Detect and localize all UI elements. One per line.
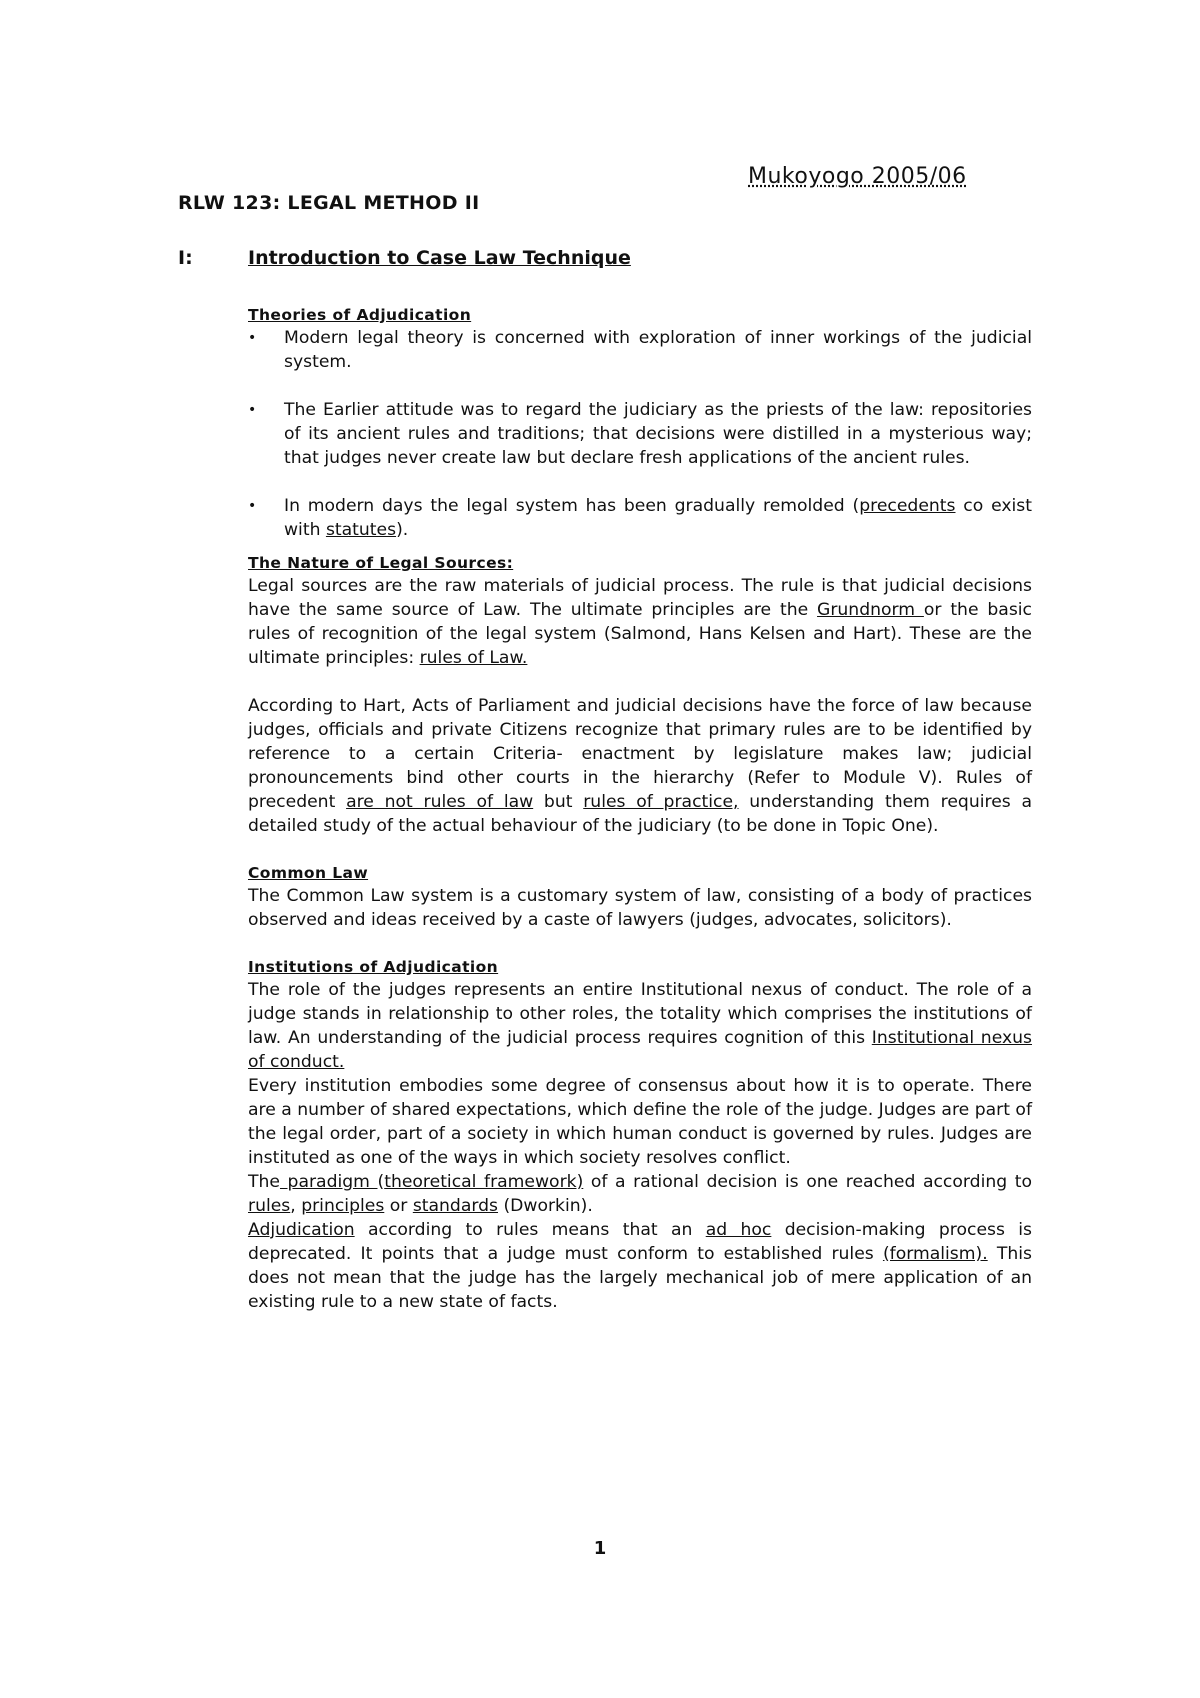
paragraph [248, 978, 1032, 1074]
underlined-term: theoretical framework) [384, 1172, 584, 1192]
text-run: of a rational decision is one reached according to [583, 1172, 1032, 1192]
text-run: ( [377, 1172, 385, 1192]
course-title: RLW 123: LEGAL METHOD II [178, 192, 480, 214]
underlined-term: rules of practice, [583, 792, 739, 812]
underlined-term: Adjudication [248, 1220, 355, 1240]
spacer [248, 932, 1032, 956]
spacer [248, 670, 1032, 694]
document-body [248, 304, 1032, 1314]
paragraph [248, 574, 1032, 670]
text-run: according to rules means that an [354, 1220, 706, 1240]
text-run: According to Hart, Acts of Parliament and judicial decisions have the force of law because judges, officials and private Citizens recognize that primary rules are to be identified by reference to a certain Criteria- enactment by legislature makes law; judicial pronouncements bind other courts in the hierarchy (Refer to Module V). Rules of precedent [248, 696, 1032, 812]
underlined-term: statutes [325, 520, 397, 540]
underlined-term: standards [412, 1196, 499, 1216]
bullet-icon: • [248, 498, 257, 514]
underlined-term: rules of Law. [419, 648, 528, 668]
section-heading [178, 247, 631, 269]
paragraph: Every institution embodies some degree of consensus about how it is to operate. There are a number of shared expectations, which define the role of the judge. Judges are part of the legal order, part of a society in which human conduct is governed by rules. Judges are instituted as one of the ways in which society resolves conflict. [248, 1076, 1032, 1168]
spacer [248, 838, 1032, 862]
text-run: The [248, 1172, 280, 1192]
text-run: understanding them requires a detailed study of the actual behaviour of the judiciary (to be done in Topic One). [248, 792, 1033, 836]
underlined-term: (formalism). [882, 1244, 988, 1264]
bullet-text: The Earlier attitude was to regard the judiciary as the priests of the law: repositories of its ancient rules and traditions; that decisions were distilled in a mysterious way; that judges never create law but declare fresh applications of the ancient rules. [284, 400, 1032, 468]
paragraph [248, 1170, 1032, 1218]
heading-common-law: Common Law [248, 864, 369, 882]
underlined-term: Grundnorm [817, 600, 924, 620]
text-run: This does not mean that the judge has the largely mechanical job of mere application of an existing rule to a new state of facts. [248, 1244, 1032, 1312]
page-number: 1 [593, 1538, 607, 1559]
underlined-term: precedents [859, 496, 956, 516]
underlined-term: rules [248, 1196, 291, 1216]
text-run: (Dworkin). [498, 1196, 593, 1216]
text-run: Legal sources are the raw materials of judicial process. The rule is that judicial decisions have the same source of Law. The ultimate principles are the [248, 576, 1032, 620]
underlined-term: paradigm [279, 1172, 378, 1192]
text-run: The role of the judges represents an entire Institutional nexus of conduct. The role of a judge stands in relationship to other roles, the totality which comprises the institutions of law. An understanding of the judicial process requires cognition of this [248, 980, 1032, 1048]
section-title: Introduction to Case Law Technique [248, 247, 631, 269]
list-item [248, 494, 1032, 542]
bullet-icon: • [248, 330, 257, 346]
theories-list [248, 326, 1032, 542]
text-run: ). [396, 520, 409, 540]
bullet-text [284, 496, 1032, 540]
paragraph [248, 694, 1032, 838]
author-year: Mukoyogo 2005/06 [748, 164, 967, 189]
section-number: I: [178, 247, 193, 269]
underlined-term: are not rules of law [346, 792, 534, 812]
text-run: co exist with [284, 496, 1032, 540]
text-run: decision-making process is deprecated. It points that a judge must conform to established rules [248, 1220, 1032, 1264]
heading-theories: Theories of Adjudication [248, 306, 472, 324]
paragraph [248, 1218, 1032, 1314]
paragraph: The Common Law system is a customary system of law, consisting of a body of practices observed and ideas received by a caste of lawyers (judges, advocates, solicitors). [248, 886, 1032, 930]
underlined-term: Institutional nexus of conduct. [248, 1028, 1032, 1072]
text-run: In modern days the legal system has been gradually remolded ( [284, 496, 860, 516]
text-run: , [290, 1196, 302, 1216]
bullet-icon: • [248, 402, 257, 418]
heading-institutions: Institutions of Adjudication [248, 958, 499, 976]
text-run: or [384, 1196, 413, 1216]
bullet-text: Modern legal theory is concerned with exploration of inner workings of the judicial system. [284, 328, 1032, 372]
underlined-term: ad hoc [705, 1220, 772, 1240]
list-item [248, 398, 1032, 470]
text-run: but [533, 792, 584, 812]
text-run: or the basic rules of recognition of the legal system (Salmond, Hans Kelsen and Hart). These are the ultimate principles: [248, 600, 1032, 668]
list-item [248, 326, 1032, 374]
heading-nature: The Nature of Legal Sources: [248, 554, 514, 572]
underlined-term: principles [301, 1196, 385, 1216]
